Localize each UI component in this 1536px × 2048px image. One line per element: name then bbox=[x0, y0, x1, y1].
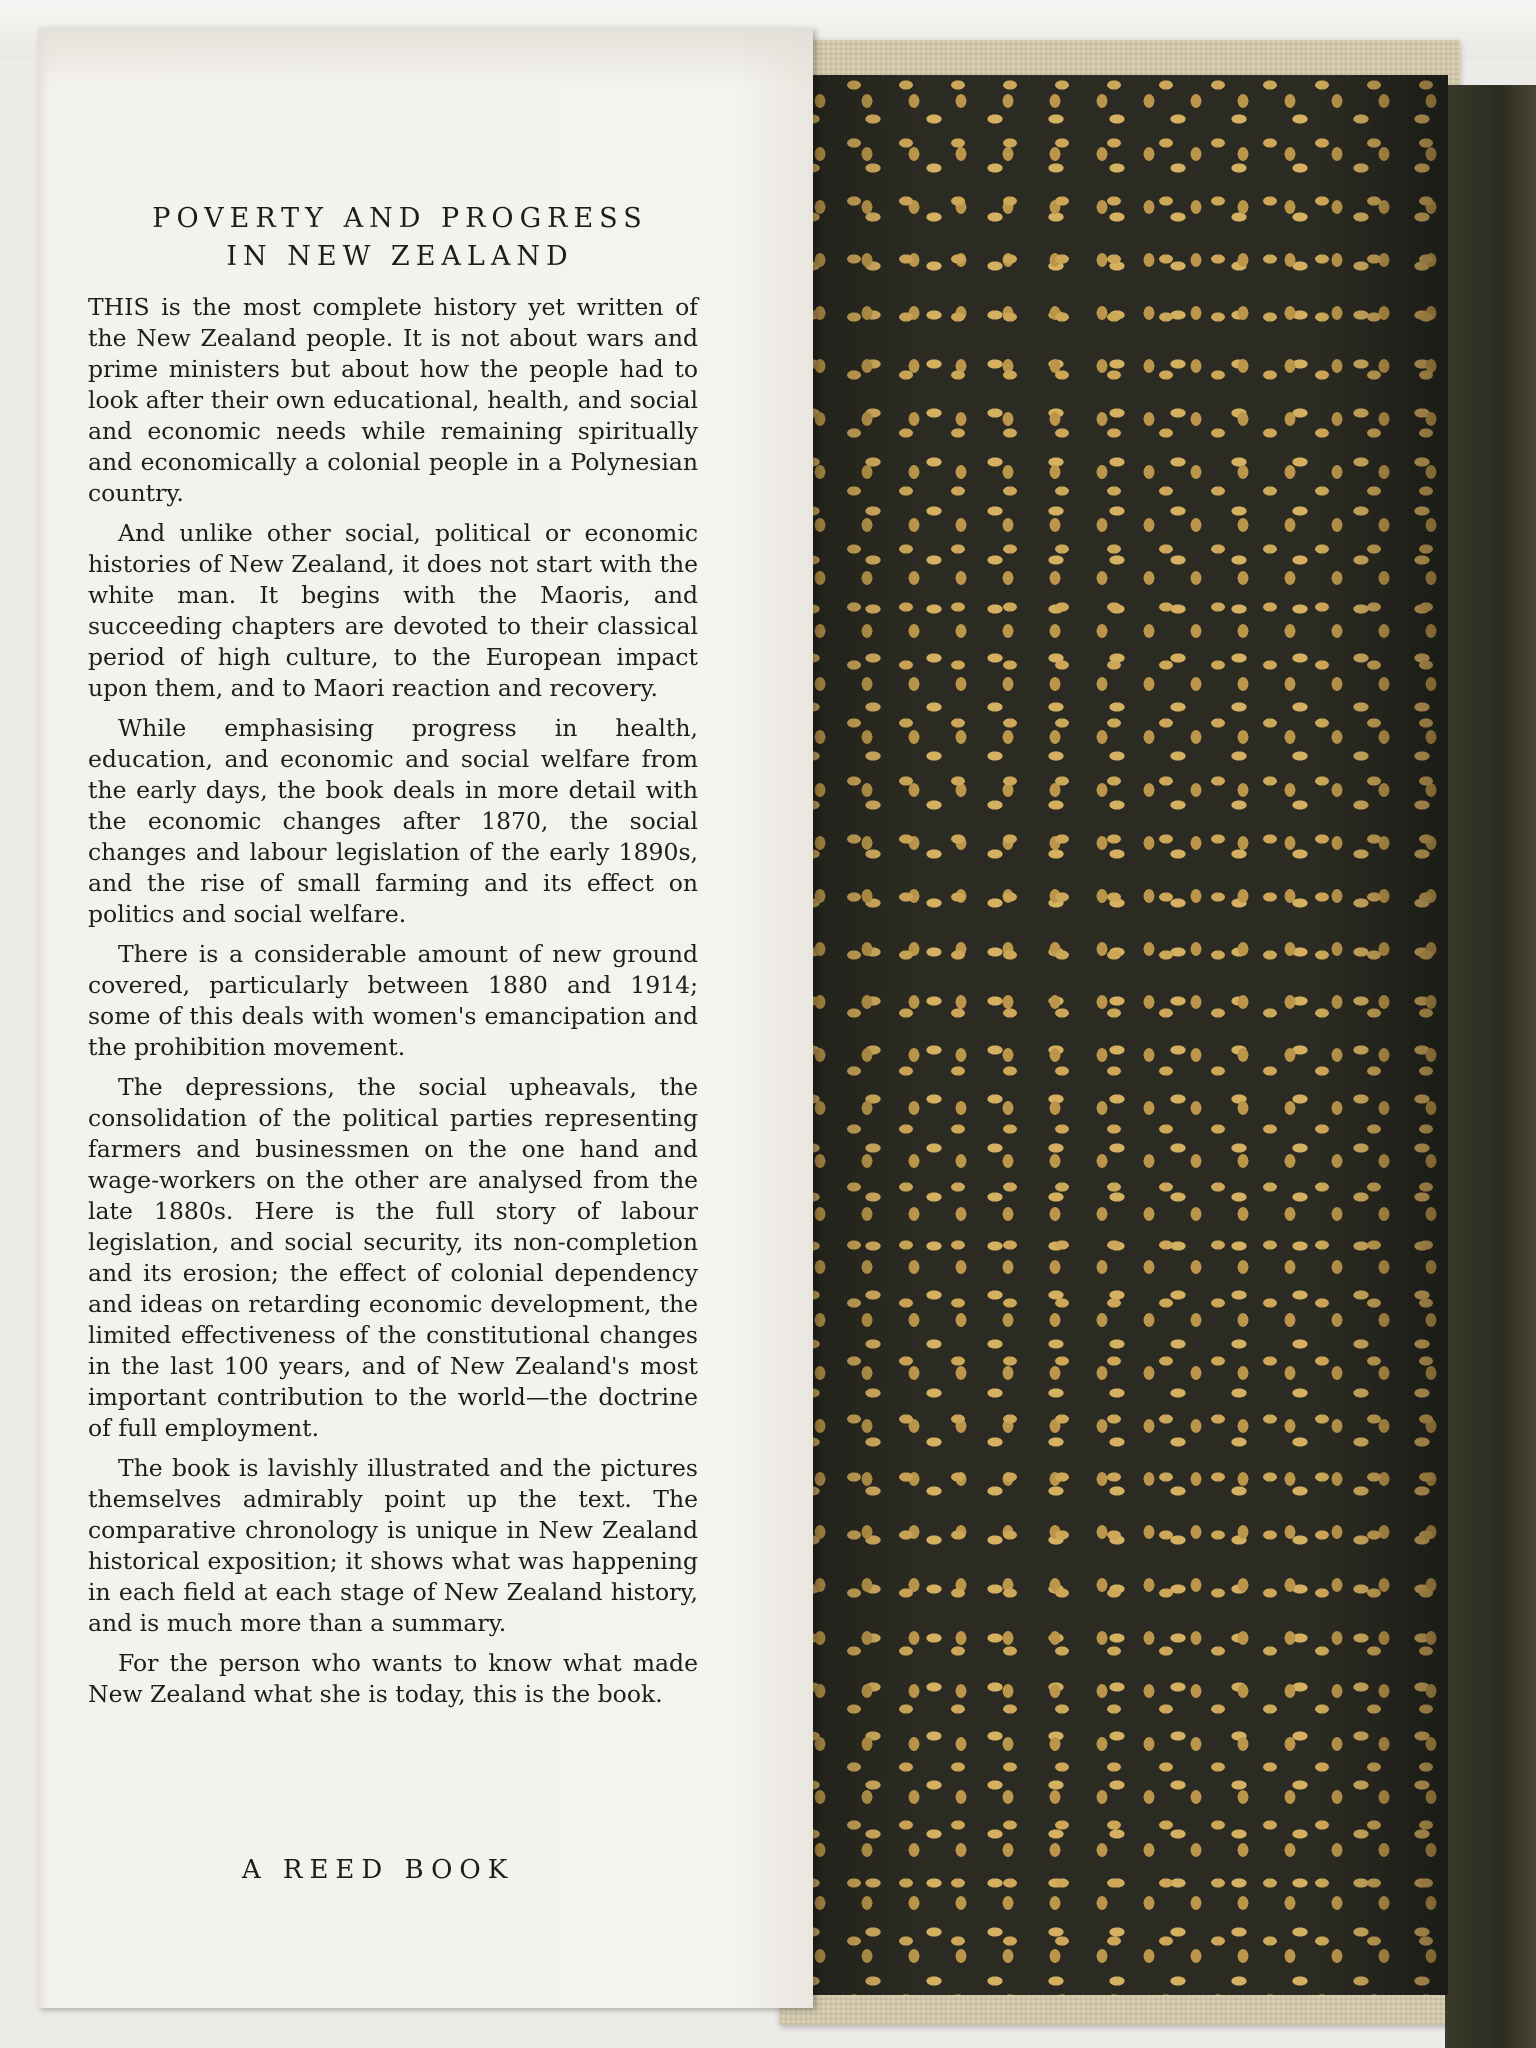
publisher-imprint: A REED BOOK bbox=[241, 1855, 515, 1885]
book-title bbox=[80, 200, 720, 276]
blurb-paragraph: The book is lavishly illustrated and the pictures themselves admirably point up the text. The comparative chronology is unique in New Zealand historical exposition; it shows what was happening in each field at each stage of New Zealand history, and is much more than a summary. bbox=[88, 1454, 698, 1637]
blurb-paragraph: THIS is the most complete history yet written of the New Zealand people. It is not about wars and prime ministers but about how the people had to look after their own educational, health, and social and economic needs while remaining spiritually and economically a colonial people in a Polynesian country. bbox=[88, 293, 698, 507]
blurb-paragraph: While emphasising progress in health, education, and economic and social welfare from the early days, the book deals in more detail with the economic changes after 1870, the social changes and labour legislation of the early 1890s, and the rise of small farming and its effect on politics and social welfare. bbox=[88, 714, 698, 928]
photo-shading bbox=[790, 75, 1448, 1995]
flap-blurb bbox=[88, 292, 698, 1719]
blurb-paragraph: For the person who wants to know what made New Zealand what she is today, this is the book. bbox=[88, 1649, 698, 1708]
blurb-paragraph: And unlike other social, political or economic histories of New Zealand, it does not start with the white man. It begins with the Maoris, and succeeding chapters are devoted to their classical period of high culture, to the European impact upon them, and to Maori reaction and recovery. bbox=[88, 519, 698, 702]
book-spine-edge bbox=[1445, 85, 1536, 2048]
title-line-1: POVERTY AND PROGRESS bbox=[152, 203, 648, 234]
title-line-2: IN NEW ZEALAND bbox=[226, 241, 574, 272]
flap-fold bbox=[38, 28, 813, 88]
blurb-paragraph: The depressions, the social upheavals, the consolidation of the political parties representing farmers and businessmen on the one hand and wage-workers on the other are analysed from the late 1880s. Here is the full story of labour legislation, and social security, its non-completion and its erosion; the effect of colonial dependency and ideas on retarding economic development, the limited effectiveness of the constitutional changes in the last 100 years, and of New Zealand's most important contribution to the world—the doctrine of full employment. bbox=[88, 1073, 698, 1442]
blurb-paragraph: There is a considerable amount of new ground covered, particularly between 1880 and 1914; some of this deals with women's emancipation and the prohibition movement. bbox=[88, 940, 698, 1061]
